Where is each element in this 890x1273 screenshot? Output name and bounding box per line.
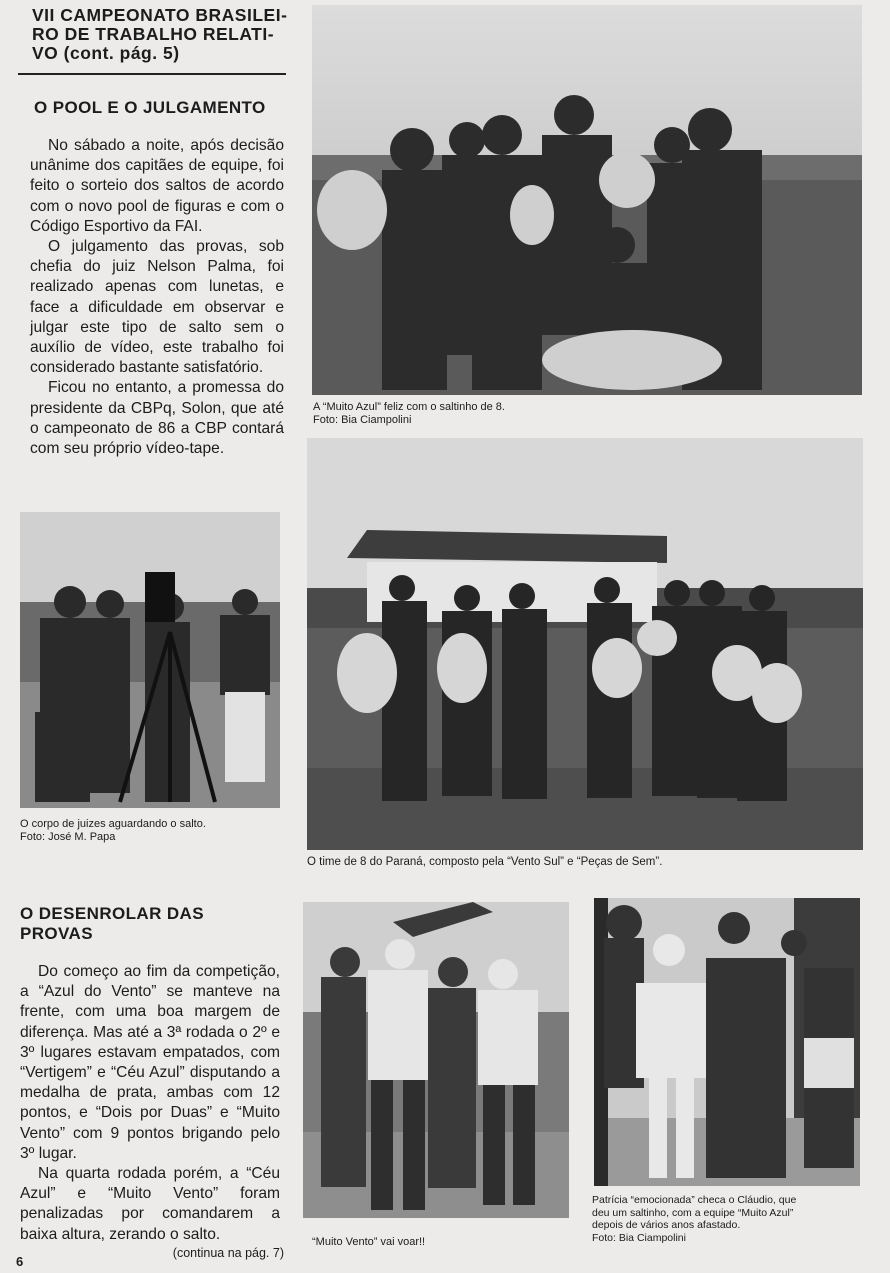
paragraph: No sábado a noite, após decisão unânime dos capitães de equipe, foi feito o sorteio dos saltos de acordo com o novo pool de figuras e com o Código Esportivo da FAI. <box>30 137 284 235</box>
photo-patricia-claudio <box>594 898 860 1186</box>
paragraph: Na quarta rodada porém, a “Céu Azul” e “Muito Vento” foram penalizadas por comandarem a baixa altura, zerando o salto. <box>20 1165 280 1243</box>
photo-parana-team <box>307 438 863 850</box>
header-divider <box>18 73 286 75</box>
continua-note: (continua na pág. 7) <box>172 1246 284 1260</box>
section-pool-body <box>30 136 284 459</box>
paragraph: Ficou no entanto, a promessa do presidente da CBPq, Solon, que até o campeonato de 86 a CBP contará com seu próprio vídeo-tape. <box>30 379 284 458</box>
page-number: 6 <box>16 1254 24 1269</box>
section-title-desenrolar: O DESENROLAR DAS PROVAS <box>20 904 204 943</box>
caption-photo-muito-vento: “Muito Vento” vai voar!! <box>312 1236 426 1248</box>
caption-photo-judges: O corpo de juizes aguardando o salto. Foto: José M. Papa <box>20 818 206 843</box>
photo-muito-vento <box>303 902 569 1218</box>
caption-photo-muito-azul: A “Muito Azul” feliz com o saltinho de 8. Foto: Bia Ciampolini <box>313 401 505 426</box>
section-title-pool: O POOL E O JULGAMENTO <box>34 98 266 117</box>
photo-muito-azul-team <box>312 5 862 395</box>
photo-judges <box>20 512 280 808</box>
article-header-title: VII CAMPEONATO BRASILEI- RO DE TRABALHO RELATI- VO (cont. pág. 5) <box>32 5 288 63</box>
caption-photo-parana: O time de 8 do Paraná, composto pela “Vento Sul” e “Peças de Sem”. <box>307 856 663 868</box>
paragraph: O julgamento das provas, sob chefia do juiz Nelson Palma, foi realizado apenas com lunetas, e face a dificuldade em observar e julgar este tipo de salto sem o auxílio de vídeo, este trabalho foi considerado bastante satisfatório. <box>30 238 284 377</box>
section-desenrolar-body <box>20 962 280 1245</box>
paragraph: Do começo ao fim da competição, a “Azul do Vento” se manteve na frente, com uma boa margem de diferença. Mas até a 3ª rodada o 2º e 3º lugares estavam empatados, com “Vertigem” e “Céu Azul” disputando a medalha de prata, ambas com 12 pontos, e “Dois por Duas” e “Muito Vento” com 9 pontos brigando pelo 3º lugar. <box>20 963 280 1162</box>
caption-photo-patricia: Patrícia “emocionada” checa o Cláudio, que deu um saltinho, com a equipe “Muito Azul” depois de vários anos afastado. Foto: Bia Ciampolini <box>592 1194 797 1244</box>
